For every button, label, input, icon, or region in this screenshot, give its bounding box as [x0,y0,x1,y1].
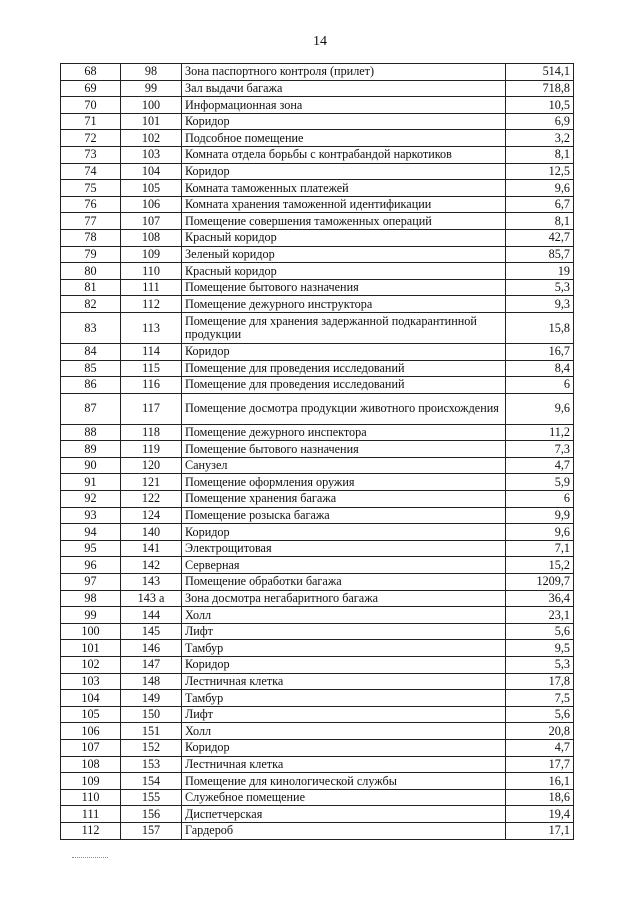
room-number-cell: 124 [121,507,182,524]
room-number-cell: 108 [121,229,182,246]
room-area-cell: 6 [506,491,574,508]
row-number-cell: 108 [61,756,121,773]
row-number-cell: 88 [61,424,121,441]
table-row [61,822,574,839]
table-row [61,657,574,674]
room-area-cell: 9,6 [506,180,574,197]
room-area-cell: 23,1 [506,607,574,624]
table-row [61,590,574,607]
table-row [61,424,574,441]
table-row [61,343,574,360]
room-number-cell: 102 [121,130,182,147]
row-number-cell: 86 [61,377,121,394]
row-number-cell: 89 [61,441,121,458]
table-row [61,806,574,823]
row-number-cell: 74 [61,163,121,180]
room-name-cell: Помещение бытового назначения [182,279,506,296]
page-number: 14 [313,34,327,49]
room-name-cell: Помещение совершения таможенных операций [182,213,506,230]
table-row [61,213,574,230]
row-number-cell: 92 [61,491,121,508]
room-area-cell: 5,6 [506,623,574,640]
row-number-cell: 70 [61,97,121,114]
row-number-cell: 81 [61,279,121,296]
room-name-cell: Электрощитовая [182,540,506,557]
table-row [61,623,574,640]
room-number-cell: 122 [121,491,182,508]
row-number-cell: 83 [61,312,121,343]
room-name-cell: Помещение для хранения задержанной подкарантинной продукции [182,312,506,343]
room-name-cell: Лифт [182,706,506,723]
row-number-cell: 112 [61,822,121,839]
rooms-table-body [61,64,574,840]
room-number-cell: 157 [121,822,182,839]
room-number-cell: 121 [121,474,182,491]
room-name-cell: Тамбур [182,640,506,657]
table-row [61,491,574,508]
room-name-cell: Лифт [182,623,506,640]
room-area-cell: 8,4 [506,360,574,377]
row-number-cell: 80 [61,263,121,280]
room-name-cell: Красный коридор [182,263,506,280]
room-number-cell: 100 [121,97,182,114]
room-area-cell: 19 [506,263,574,280]
table-row [61,80,574,97]
room-name-cell: Помещение для кинологической службы [182,773,506,790]
room-number-cell: 109 [121,246,182,263]
room-number-cell: 143 [121,574,182,591]
room-number-cell: 115 [121,360,182,377]
room-area-cell: 8,1 [506,213,574,230]
room-area-cell: 17,8 [506,673,574,690]
room-name-cell: Помещение досмотра продукции животного происхождения [182,393,506,424]
row-number-cell: 99 [61,607,121,624]
room-name-cell: Помещение розыска багажа [182,507,506,524]
room-name-cell: Холл [182,607,506,624]
room-name-cell: Диспетчерская [182,806,506,823]
row-number-cell: 95 [61,540,121,557]
row-number-cell: 72 [61,130,121,147]
row-number-cell: 110 [61,789,121,806]
row-number-cell: 101 [61,640,121,657]
room-name-cell: Коридор [182,113,506,130]
row-number-cell: 76 [61,196,121,213]
room-area-cell: 9,9 [506,507,574,524]
table-row [61,97,574,114]
row-number-cell: 105 [61,706,121,723]
room-number-cell: 99 [121,80,182,97]
room-area-cell: 16,1 [506,773,574,790]
room-number-cell: 146 [121,640,182,657]
table-row [61,246,574,263]
row-number-cell: 75 [61,180,121,197]
room-area-cell: 5,3 [506,279,574,296]
room-number-cell: 114 [121,343,182,360]
row-number-cell: 79 [61,246,121,263]
room-number-cell: 151 [121,723,182,740]
table-row [61,607,574,624]
room-number-cell: 116 [121,377,182,394]
room-number-cell: 150 [121,706,182,723]
table-row [61,507,574,524]
room-number-cell: 141 [121,540,182,557]
table-row [61,706,574,723]
room-area-cell: 718,8 [506,80,574,97]
room-name-cell: Комната хранения таможенной идентификации [182,196,506,213]
room-area-cell: 12,5 [506,163,574,180]
room-area-cell: 3,2 [506,130,574,147]
room-name-cell: Помещение дежурного инструктора [182,296,506,313]
room-name-cell: Серверная [182,557,506,574]
room-number-cell: 153 [121,756,182,773]
table-row [61,360,574,377]
room-area-cell: 1209,7 [506,574,574,591]
room-area-cell: 7,3 [506,441,574,458]
row-number-cell: 71 [61,113,121,130]
table-row [61,146,574,163]
room-number-cell: 119 [121,441,182,458]
room-name-cell: Служебное помещение [182,789,506,806]
table-row [61,196,574,213]
row-number-cell: 104 [61,690,121,707]
table-row [61,557,574,574]
room-name-cell: Помещение хранения багажа [182,491,506,508]
room-number-cell: 152 [121,739,182,756]
room-number-cell: 140 [121,524,182,541]
room-area-cell: 7,5 [506,690,574,707]
row-number-cell: 106 [61,723,121,740]
room-area-cell: 9,6 [506,393,574,424]
table-row [61,723,574,740]
room-area-cell: 18,6 [506,789,574,806]
row-number-cell: 97 [61,574,121,591]
room-number-cell: 142 [121,557,182,574]
room-name-cell: Помещение для проведения исследований [182,377,506,394]
room-area-cell: 17,7 [506,756,574,773]
room-number-cell: 154 [121,773,182,790]
table-row [61,739,574,756]
room-name-cell: Зал выдачи багажа [182,80,506,97]
room-number-cell: 110 [121,263,182,280]
room-name-cell: Лестничная клетка [182,673,506,690]
row-number-cell: 103 [61,673,121,690]
room-area-cell: 9,6 [506,524,574,541]
table-row [61,773,574,790]
row-number-cell: 77 [61,213,121,230]
table-row [61,393,574,424]
room-number-cell: 98 [121,64,182,81]
table-row [61,263,574,280]
table-row [61,640,574,657]
room-area-cell: 4,7 [506,739,574,756]
room-area-cell: 5,3 [506,657,574,674]
room-number-cell: 101 [121,113,182,130]
room-number-cell: 147 [121,657,182,674]
room-name-cell: Коридор [182,524,506,541]
table-row [61,229,574,246]
room-area-cell: 8,1 [506,146,574,163]
room-number-cell: 112 [121,296,182,313]
row-number-cell: 69 [61,80,121,97]
room-name-cell: Коридор [182,657,506,674]
row-number-cell: 96 [61,557,121,574]
table-row [61,163,574,180]
table-row [61,574,574,591]
room-area-cell: 10,5 [506,97,574,114]
room-area-cell: 16,7 [506,343,574,360]
table-row [61,296,574,313]
row-number-cell: 107 [61,739,121,756]
table-row [61,524,574,541]
row-number-cell: 100 [61,623,121,640]
room-number-cell: 106 [121,196,182,213]
room-number-cell: 111 [121,279,182,296]
row-number-cell: 85 [61,360,121,377]
room-area-cell: 5,6 [506,706,574,723]
rooms-table [60,63,574,840]
room-number-cell: 145 [121,623,182,640]
table-row [61,312,574,343]
room-name-cell: Коридор [182,739,506,756]
row-number-cell: 91 [61,474,121,491]
table-row [61,756,574,773]
row-number-cell: 98 [61,590,121,607]
row-number-cell: 109 [61,773,121,790]
room-number-cell: 113 [121,312,182,343]
table-row [61,540,574,557]
row-number-cell: 78 [61,229,121,246]
room-area-cell: 11,2 [506,424,574,441]
room-area-cell: 4,7 [506,457,574,474]
room-name-cell: Подсобное помещение [182,130,506,147]
room-area-cell: 19,4 [506,806,574,823]
room-area-cell: 15,2 [506,557,574,574]
room-number-cell: 155 [121,789,182,806]
room-area-cell: 9,5 [506,640,574,657]
room-area-cell: 36,4 [506,590,574,607]
table-row [61,180,574,197]
room-name-cell: Информационная зона [182,97,506,114]
table-row [61,441,574,458]
row-number-cell: 87 [61,393,121,424]
room-area-cell: 5,9 [506,474,574,491]
room-area-cell: 9,3 [506,296,574,313]
room-name-cell: Помещение оформления оружия [182,474,506,491]
room-name-cell: Зеленый коридор [182,246,506,263]
table-row [61,474,574,491]
room-name-cell: Комната отдела борьбы с контрабандой наркотиков [182,146,506,163]
room-name-cell: Помещение дежурного инспектора [182,424,506,441]
room-number-cell: 107 [121,213,182,230]
row-number-cell: 82 [61,296,121,313]
page-mark [72,857,108,862]
room-number-cell: 143 а [121,590,182,607]
room-area-cell: 20,8 [506,723,574,740]
room-name-cell: Коридор [182,343,506,360]
room-name-cell: Зона досмотра негабаритного багажа [182,590,506,607]
table-row [61,673,574,690]
table-row [61,113,574,130]
row-number-cell: 73 [61,146,121,163]
room-name-cell: Помещение обработки багажа [182,574,506,591]
table-row [61,690,574,707]
room-name-cell: Гардероб [182,822,506,839]
room-number-cell: 105 [121,180,182,197]
room-area-cell: 17,1 [506,822,574,839]
room-number-cell: 118 [121,424,182,441]
row-number-cell: 90 [61,457,121,474]
room-name-cell: Тамбур [182,690,506,707]
table-row [61,279,574,296]
room-area-cell: 85,7 [506,246,574,263]
room-name-cell: Комната таможенных платежей [182,180,506,197]
room-name-cell: Холл [182,723,506,740]
room-area-cell: 42,7 [506,229,574,246]
row-number-cell: 93 [61,507,121,524]
room-area-cell: 6 [506,377,574,394]
room-area-cell: 6,7 [506,196,574,213]
table-row [61,789,574,806]
room-number-cell: 156 [121,806,182,823]
room-name-cell: Зона паспортного контроля (прилет) [182,64,506,81]
row-number-cell: 111 [61,806,121,823]
row-number-cell: 84 [61,343,121,360]
room-area-cell: 15,8 [506,312,574,343]
table-row [61,457,574,474]
room-area-cell: 7,1 [506,540,574,557]
room-name-cell: Помещение бытового назначения [182,441,506,458]
room-area-cell: 514,1 [506,64,574,81]
room-name-cell: Помещение для проведения исследований [182,360,506,377]
room-name-cell: Красный коридор [182,229,506,246]
room-name-cell: Коридор [182,163,506,180]
table-row [61,377,574,394]
room-number-cell: 144 [121,607,182,624]
room-number-cell: 148 [121,673,182,690]
table-row [61,130,574,147]
room-number-cell: 120 [121,457,182,474]
row-number-cell: 68 [61,64,121,81]
room-area-cell: 6,9 [506,113,574,130]
room-number-cell: 104 [121,163,182,180]
table-row [61,64,574,81]
room-number-cell: 149 [121,690,182,707]
row-number-cell: 102 [61,657,121,674]
room-name-cell: Санузел [182,457,506,474]
room-number-cell: 117 [121,393,182,424]
row-number-cell: 94 [61,524,121,541]
room-name-cell: Лестничная клетка [182,756,506,773]
room-number-cell: 103 [121,146,182,163]
